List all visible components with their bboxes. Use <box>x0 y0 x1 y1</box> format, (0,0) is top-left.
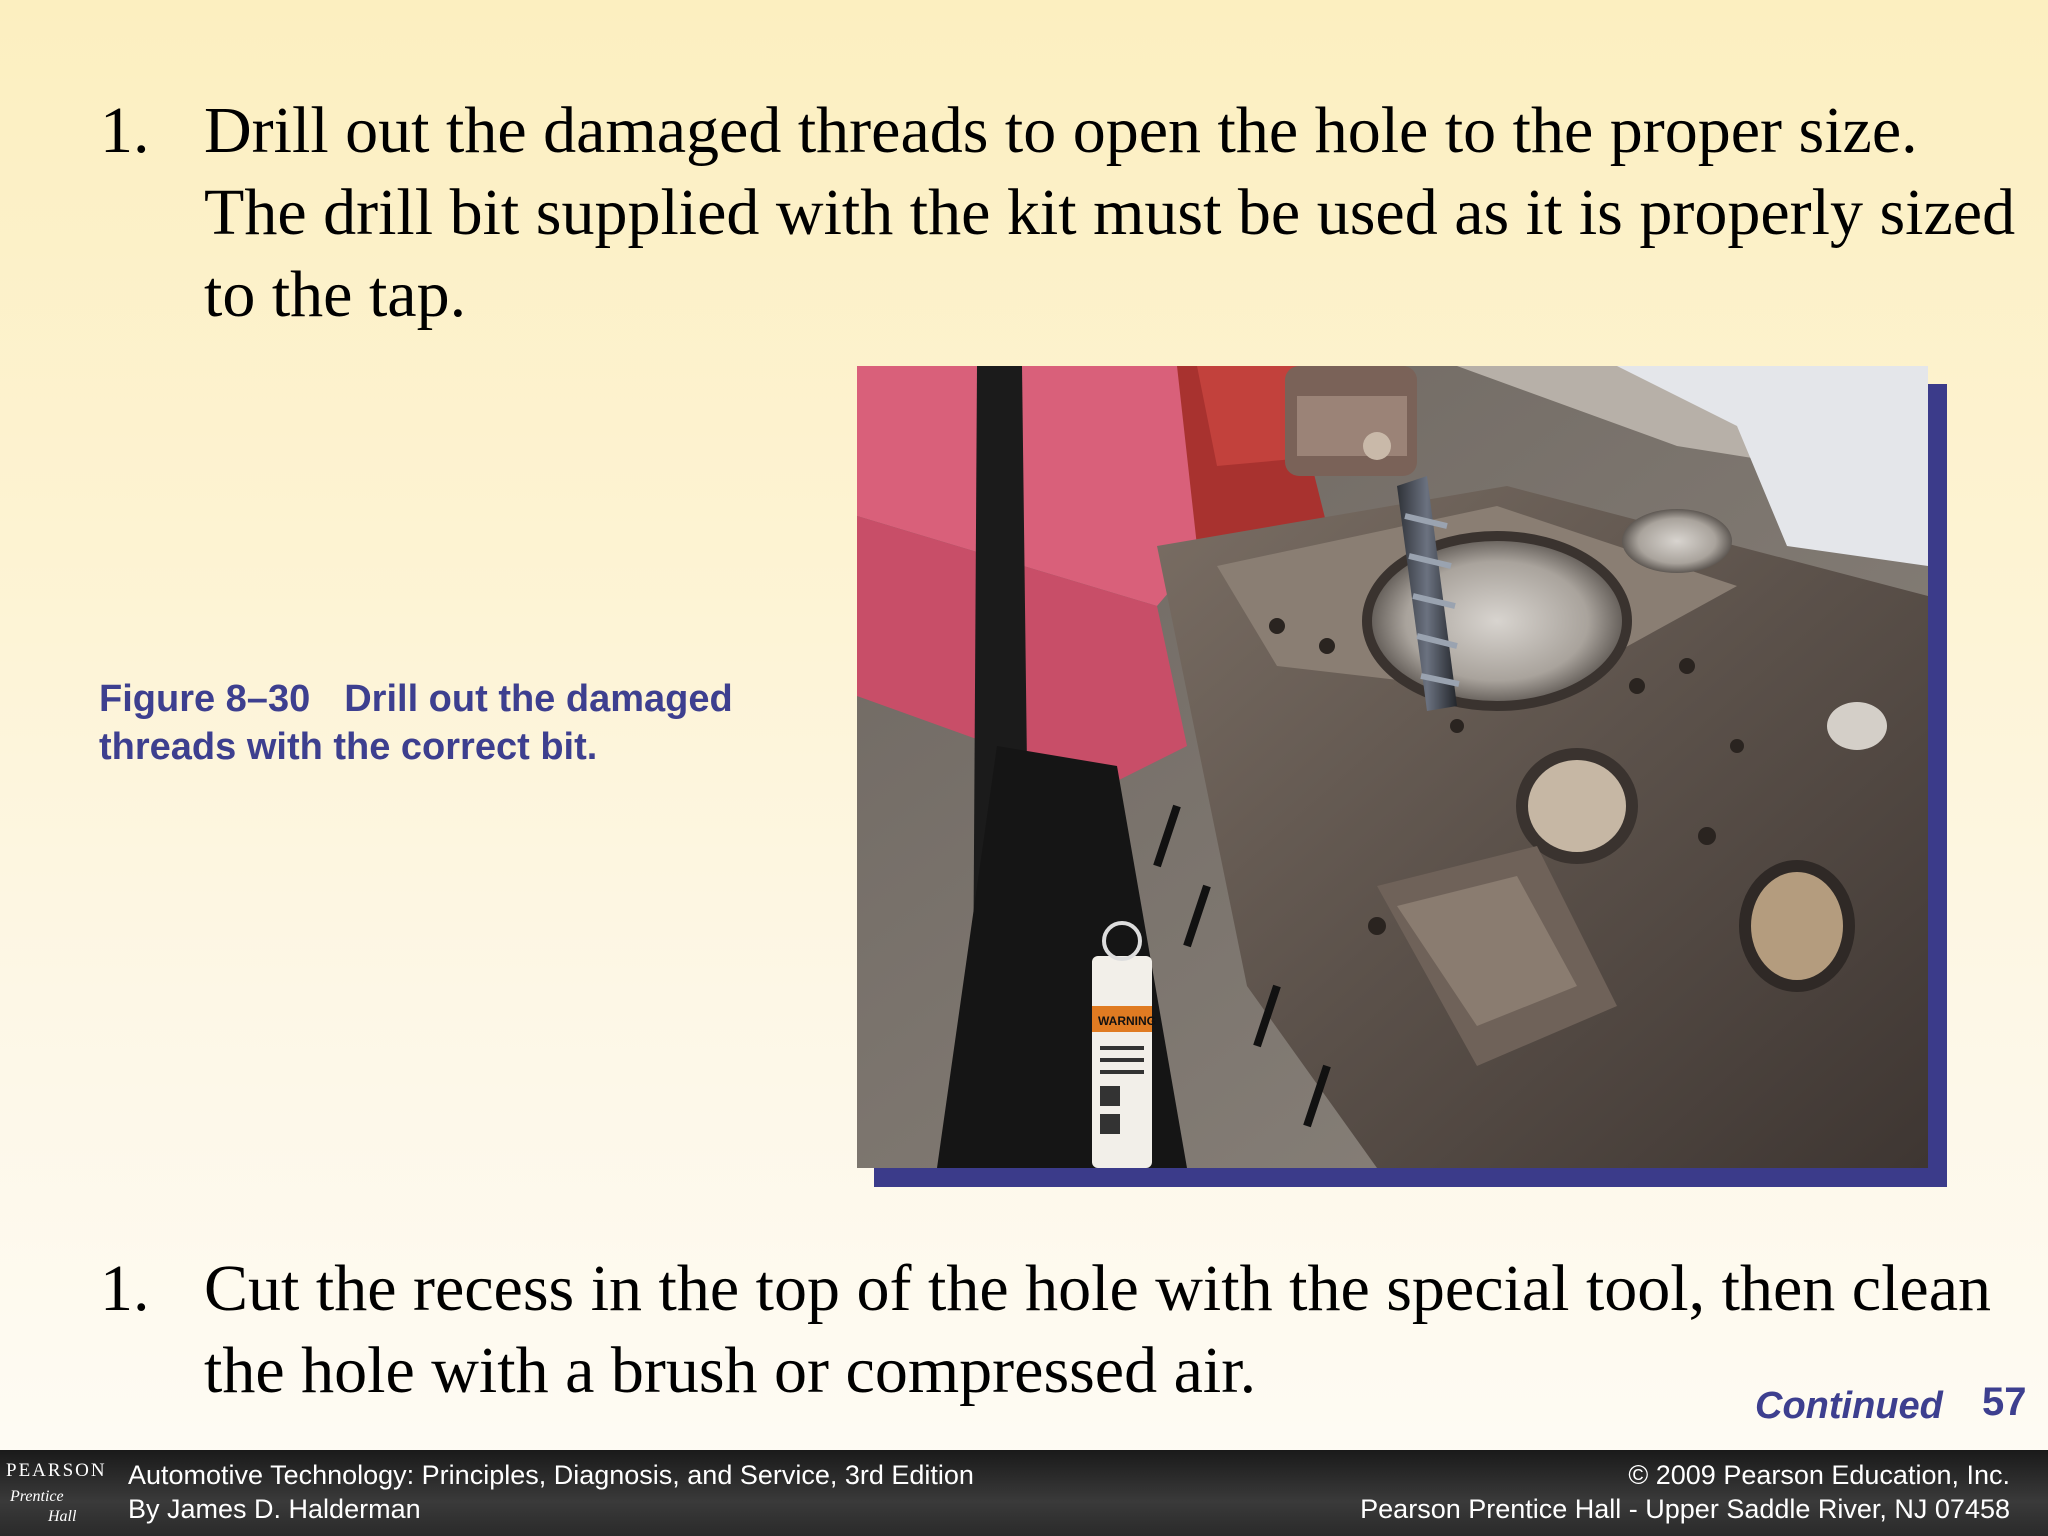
warning-tag-text: WARNING <box>1098 1014 1156 1028</box>
step-2-text: Cut the recess in the top of the hole with the special tool, then clean the hole with a brush or compressed air. <box>204 1252 1991 1407</box>
step-2-number: 1. <box>100 1252 150 1325</box>
step-1-text: Drill out the damaged threads to open the hole to the proper size. The drill bit supplied with the kit must be used as it is properly sized to the tap. <box>204 94 2016 331</box>
figure-caption <box>99 675 819 771</box>
figure-caption-text: Drill out the damaged threads with the correct bit. <box>99 678 733 768</box>
logo-imprint-line1: Prentice <box>10 1488 64 1505</box>
page-number: 57 <box>1982 1380 2027 1424</box>
publisher: Pearson Prentice Hall - Upper Saddle River, NJ 07458 <box>1360 1494 2010 1524</box>
figure-photo <box>857 366 1928 1168</box>
logo-imprint-line2: Hall <box>48 1508 77 1525</box>
engine-block-drilling-illustration <box>857 366 1928 1168</box>
author: By James D. Halderman <box>128 1494 421 1524</box>
figure-number: Figure 8–30 <box>99 678 311 720</box>
continued-label: Continued <box>1755 1385 1943 1427</box>
book-title: Automotive Technology: Principles, Diagnosis, and Service, 3rd Edition <box>128 1460 974 1490</box>
pearson-prentice-hall-logo <box>0 1456 107 1534</box>
step-1 <box>100 90 2016 350</box>
step-1-number: 1. <box>100 94 150 167</box>
copyright: © 2009 Pearson Education, Inc. <box>1628 1460 2010 1490</box>
logo-brand: PEARSON <box>6 1460 107 1481</box>
step-2 <box>100 1248 1991 1418</box>
footer-bar <box>0 1450 2048 1536</box>
